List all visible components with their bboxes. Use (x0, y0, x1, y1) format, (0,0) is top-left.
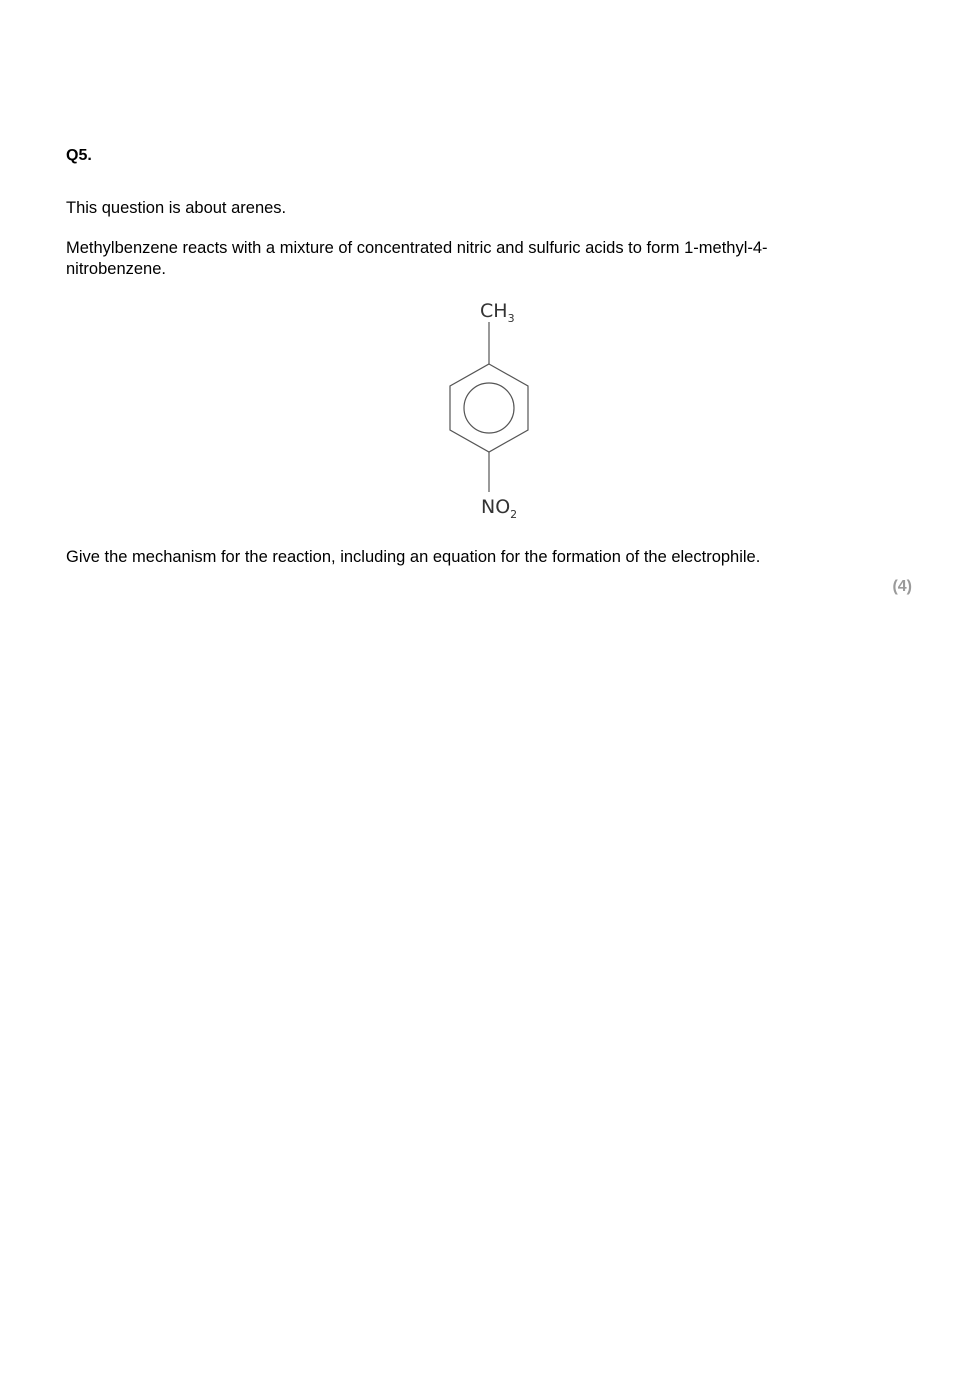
question-context: Methylbenzene reacts with a mixture of concentrated nitric and sulfuric acids to form 1-methyl-4-nitrobenzene. (66, 239, 768, 278)
marks-allocation: (4) (892, 578, 912, 595)
methyl-nitrobenzene-structure (440, 296, 540, 526)
no2-label: $NO_2$ (481, 496, 518, 521)
aromatic-circle (464, 383, 514, 433)
benzene-ring (450, 364, 528, 452)
ch3-label: $CH_3$ (480, 300, 515, 325)
structure-diagram (440, 296, 540, 526)
question-number: Q5. (66, 147, 92, 164)
question-task: Give the mechanism for the reaction, including an equation for the formation of the electrophile. (66, 548, 761, 566)
question-intro: This question is about arenes. (66, 199, 287, 217)
